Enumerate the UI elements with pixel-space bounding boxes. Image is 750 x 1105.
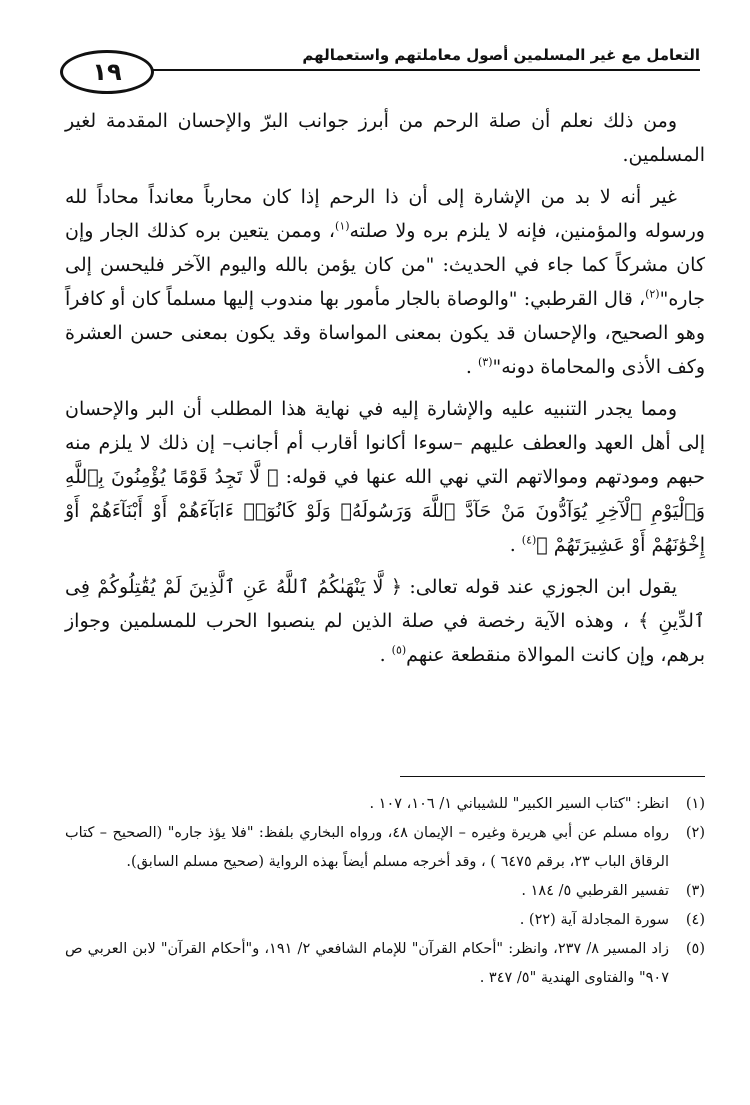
paragraph-2-text-a: غير أنه لا بد من الإشارة إلى أن ذا الرحم إذا كان محارباً معانداً محاداً لله ورسوله والمؤمنين، فإنه لا يلزم بره ولا صلته [65,186,705,242]
footnotes [65,790,705,993]
paragraph-3-text-a: ومما يجدر التنبيه عليه والإشارة إليه في نهاية هذا المطلب أن البر والإحسان إلى أهل العهد والعطف عليهم –سوءا أكانوا أقارب أم أجانب– إن ذلك لا يلزم منه حبهم ومودتهم وموالاتهم التي نهي الله عنها في قوله: ﴿ لَّا تَجِدُ قَوْمًا يُؤْمِنُونَ بِٱللَّهِ وَٱلْيَوْمِ ٱلْآخِرِ يُوَآدُّونَ مَنْ حَآدَّ ٱللَّهَ وَرَسُولَهُۥ وَلَوْ كَانُوٓا۟ ءَابَآءَهُمْ أَوْ أَبْنَآءَهُمْ أَوْ إِخْوَٰنَهُمْ أَوْ عَشِيرَتَهُمْ ﴾ [65,398,705,556]
header-rule [112,69,700,71]
footnote-ref-3: (٣) [477,355,493,369]
paragraph-3 [65,392,705,562]
footnote-4 [65,906,705,935]
footnote-1 [65,790,705,819]
footnote-ref-2: (٢) [645,287,660,301]
paragraph-2-text-b: ، وممن يتعين بره كذلك الجار وإن كان مشركاً كما جاء في الحديث: "من كان يؤمن بالله واليوم الآخر فليحسن إلى جاره" [65,220,705,310]
footnote-divider [400,776,705,777]
footnote-text: انظر: "كتاب السير الكبير" للشيباني ١/ ١٠٦، ١٠٧ . [369,796,669,812]
footnote-ref-4: (٤) [521,533,537,547]
page-number: ١٩ [60,50,154,94]
footnote-number: (٤) [685,912,705,928]
footnote-text: زاد المسير ٨/ ٢٣٧، وانظر: "أحكام القرآن" للإمام الشافعي ٢/ ١٩١، و"أحكام القرآن" لابن العربي ص ٩٠٧" والفتاوى الهندية "٥/ ٣٤٧ . [65,941,669,986]
paragraph-2-text-c: ، قال القرطبي: "والوصاة بالجار مأمور بها مندوب إليها مسلماً كان أو كافراً وهو الصحيح، والإحسان قد يكون بمعنى المواساة وقد يكون بمعنى حسن العشرة وكف الأذى والمحاماة دونه" [65,288,705,378]
paragraph-2-text-d: . [465,356,478,378]
paragraph-1-text: ومن ذلك نعلم أن صلة الرحم من أبرز جوانب البرّ والإحسان المقدمة لغير المسلمين. [65,110,705,166]
footnote-ref-1: (١) [335,219,350,233]
paragraph-2 [65,180,705,384]
footnote-number: (٣) [685,883,705,899]
paragraph-3-text-b: . [509,534,522,556]
footnote-5 [65,935,705,993]
running-header [60,44,700,92]
paragraph-4-text-a: يقول ابن الجوزي عند قوله تعالى: ﴿ لَّا يَنْهَىٰكُمُ ٱللَّهُ عَنِ ٱلَّذِينَ لَمْ يُقَٰتِلُوكُمْ فِى ٱلدِّينِ ﴾ ، وهذه الآية رخصة في صلة الذين لم ينصبوا الحرب للمسلمين وجواز برهم، وإن كانت الموالاة منقطعة عنهم [65,576,705,666]
footnote-ref-5: (٥) [391,643,407,657]
paragraph-4 [65,570,705,672]
footnote-number: (٢) [685,825,705,841]
footnote-3 [65,877,705,906]
footnote-text: تفسير القرطبي ٥/ ١٨٤ . [521,883,669,899]
main-text [65,104,705,680]
footnote-text: رواه مسلم عن أبي هريرة وغيره – الإيمان ٤٨، ورواه البخاري بلفظ: "فلا يؤذ جاره" (الصحيح – كتاب الرقاق الباب ٢٣، برقم ٦٤٧٥ ) ، وقد أخرجه مسلم أيضاً بهذه الرواية (صحيح مسلم السابق). [65,825,669,870]
footnote-text: سورة المجادلة آية (٢٢) . [519,912,669,928]
running-title: التعامل مع غير المسلمين أصول معاملتهم واستعمالهم [302,46,700,64]
paragraph-1 [65,104,705,172]
footnote-number: (٥) [685,941,705,957]
footnote-number: (١) [685,796,705,812]
paragraph-4-text-b: . [379,644,392,666]
footnote-2 [65,819,705,877]
